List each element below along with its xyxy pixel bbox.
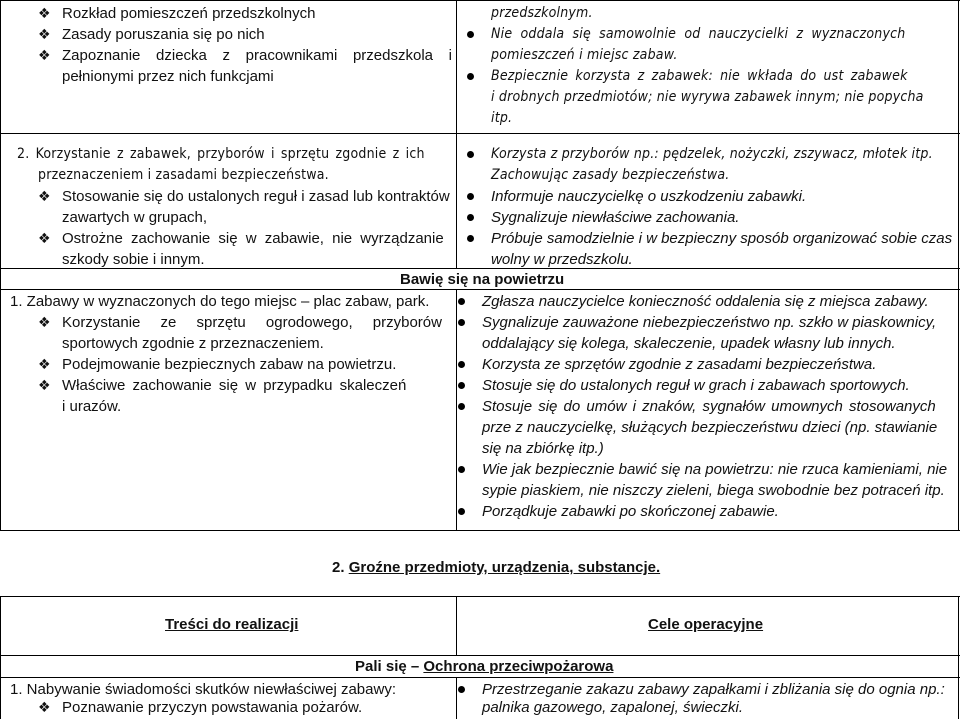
- text-line: pomieszczeń i miejsc zabaw.: [491, 47, 678, 63]
- table1-row-separator-1: [0, 133, 960, 134]
- text-line: Porządkuje zabawki po skończonej zabawie.: [482, 503, 779, 520]
- text-line: palnika gazowego, zapalonej, świeczki.: [482, 699, 743, 716]
- text-line: Zachowując zasady bezpieczeństwa.: [491, 167, 730, 183]
- bullet-icon: [458, 361, 465, 368]
- table2-row-separator-2: [0, 677, 960, 678]
- bullet-icon: [458, 382, 465, 389]
- list-item-continuation: i urazów.: [62, 398, 122, 415]
- text-line: Sygnalizuje niewłaściwe zachowania.: [491, 209, 740, 226]
- table2-center-divider: [456, 596, 457, 655]
- text-line: 1. Zabawy w wyznaczonych do tego miejsc – plac zabaw, park.: [10, 293, 430, 310]
- list-item: Stosowanie się do ustalonych reguł i zasad lub kontraktów: [62, 188, 450, 205]
- text-line: Korzysta z przyborów np.: pędzelek, nożyczki, zszywacz, młotek itp.: [491, 146, 933, 162]
- text-line: przedszkolnym.: [491, 5, 593, 21]
- list-item: Zapoznanie dziecka z pracownikami przedszkola i: [62, 47, 452, 64]
- table-subheading: Pali się – Ochrona przeciwpożarowa: [355, 658, 614, 675]
- section-heading-text: Groźne przedmioty, urządzenia, substancje.: [348, 559, 661, 576]
- diamond-bullet-icon: ❖: [38, 230, 51, 246]
- text-line: Korzysta ze sprzętów zgodnie z zasadami bezpieczeństwa.: [482, 356, 877, 373]
- bullet-icon: [467, 235, 474, 242]
- diamond-bullet-icon: ❖: [38, 314, 51, 330]
- text-line: oddalający się kolega, skaleczenie, upadek własny lub innych.: [482, 335, 896, 352]
- section-heading: [332, 557, 660, 578]
- list-item: Podejmowanie bezpiecznych zabaw na powietrzu.: [62, 356, 397, 373]
- list-item: Ostrożne zachowanie się w zabawie, nie wyrządzanie: [62, 230, 444, 247]
- bullet-icon: [458, 466, 465, 473]
- text-line: Wie jak bezpiecznie bawić się na powietrzu: nie rzuca kamieniami, nie: [482, 461, 948, 478]
- text-line: Stosuje się do ustalonych reguł w grach i zabawach sportowych.: [482, 377, 910, 394]
- list-item-continuation: pełnionymi przez nich funkcjami: [62, 68, 274, 85]
- bullet-icon: [458, 686, 465, 693]
- text-line: Próbuje samodzielnie i w bezpieczny sposób organizować sobie czas: [491, 230, 953, 247]
- list-item: Rozkład pomieszczeń przedszkolnych: [62, 5, 316, 22]
- bullet-icon: [467, 151, 474, 158]
- table2-top-border: [0, 596, 960, 597]
- list-item: Właściwe zachowanie się w przypadku skaleczeń: [62, 377, 407, 394]
- text-line: i drobnych przedmiotów; nie wyrywa zabawek innym; nie popycha: [491, 89, 924, 105]
- diamond-bullet-icon: ❖: [38, 188, 51, 204]
- bullet-icon: [467, 193, 474, 200]
- diamond-bullet-icon: ❖: [38, 356, 51, 372]
- table1-right-border: [958, 0, 959, 531]
- list-item-continuation: sportowych zgodnie z przeznaczeniem.: [62, 335, 324, 352]
- diamond-bullet-icon: ❖: [38, 5, 51, 21]
- bullet-icon: [467, 214, 474, 221]
- text-line: Sygnalizuje zauważone niebezpieczeństwo np. szkło w piaskownicy,: [482, 314, 937, 331]
- table1-center-divider-lower: [456, 289, 457, 531]
- text-line: itp.: [491, 110, 513, 126]
- text-line: 1. Nabywanie świadomości skutków niewłaściwej zabawy:: [10, 681, 396, 698]
- text-line: wolny w przedszkolu.: [491, 251, 633, 268]
- bullet-icon: [458, 319, 465, 326]
- bullet-icon: [458, 403, 465, 410]
- section-subheading: Bawię się na powietrzu: [400, 271, 565, 288]
- list-item-continuation: szkody sobie i innym.: [62, 251, 205, 268]
- diamond-bullet-icon: ❖: [38, 699, 51, 715]
- table1-bottom-border: [0, 530, 960, 531]
- text-line: Przestrzeganie zakazu zabawy zapałkami i zbliżania się do ognia np.:: [482, 681, 945, 698]
- list-item: Korzystanie ze sprzętu ogrodowego, przyborów: [62, 314, 442, 331]
- table2-center-divider-lower: [456, 677, 457, 719]
- text-line: sypie piaskiem, nie niszczy zieleni, biega swobodnie bez potraceń itp.: [482, 482, 945, 499]
- table1-center-divider: [456, 0, 457, 268]
- text-line: Stosuje się do umów i znaków, sygnałów umownych stosowanych: [482, 398, 936, 415]
- list-item: Poznawanie przyczyn powstawania pożarów.: [62, 699, 363, 716]
- diamond-bullet-icon: ❖: [38, 26, 51, 42]
- bullet-icon: [458, 508, 465, 515]
- table1-top-border: [0, 0, 960, 1]
- diamond-bullet-icon: ❖: [38, 377, 51, 393]
- section-number: 2.: [332, 559, 349, 576]
- text-line: się na zbiórkę itp.): [482, 440, 604, 457]
- bullet-icon: [458, 298, 465, 305]
- bullet-icon: [467, 73, 474, 80]
- table2-right-border: [958, 596, 959, 719]
- column-header: Treści do realizacji: [165, 616, 299, 633]
- table2-left-border: [0, 596, 1, 719]
- text-line: 2. Korzystanie z zabawek, przyborów i sprzętu zgodnie z ich: [17, 146, 425, 162]
- text-line: Zgłasza nauczycielce konieczność oddalenia się z miejsca zabawy.: [482, 293, 929, 310]
- list-item-continuation: zawartych w grupach,: [62, 209, 208, 226]
- bullet-icon: [467, 31, 474, 38]
- text-line: Bezpiecznie korzysta z zabawek: nie wkłada do ust zabawek: [491, 68, 908, 84]
- text-line: prze z nauczycielkę, służących bezpieczeństwu dzieci (np. stawianie: [482, 419, 938, 436]
- diamond-bullet-icon: ❖: [38, 47, 51, 63]
- text-line: Nie oddala się samowolnie od nauczycielki z wyznaczonych: [491, 26, 906, 42]
- column-header: Cele operacyjne: [648, 616, 764, 633]
- text-line: przeznaczeniem i zasadami bezpieczeństwa.: [38, 167, 329, 183]
- table1-left-border: [0, 0, 1, 531]
- list-item: Zasady poruszania się po nich: [62, 26, 265, 43]
- text-line: Informuje nauczycielkę o uszkodzeniu zabawki.: [491, 188, 807, 205]
